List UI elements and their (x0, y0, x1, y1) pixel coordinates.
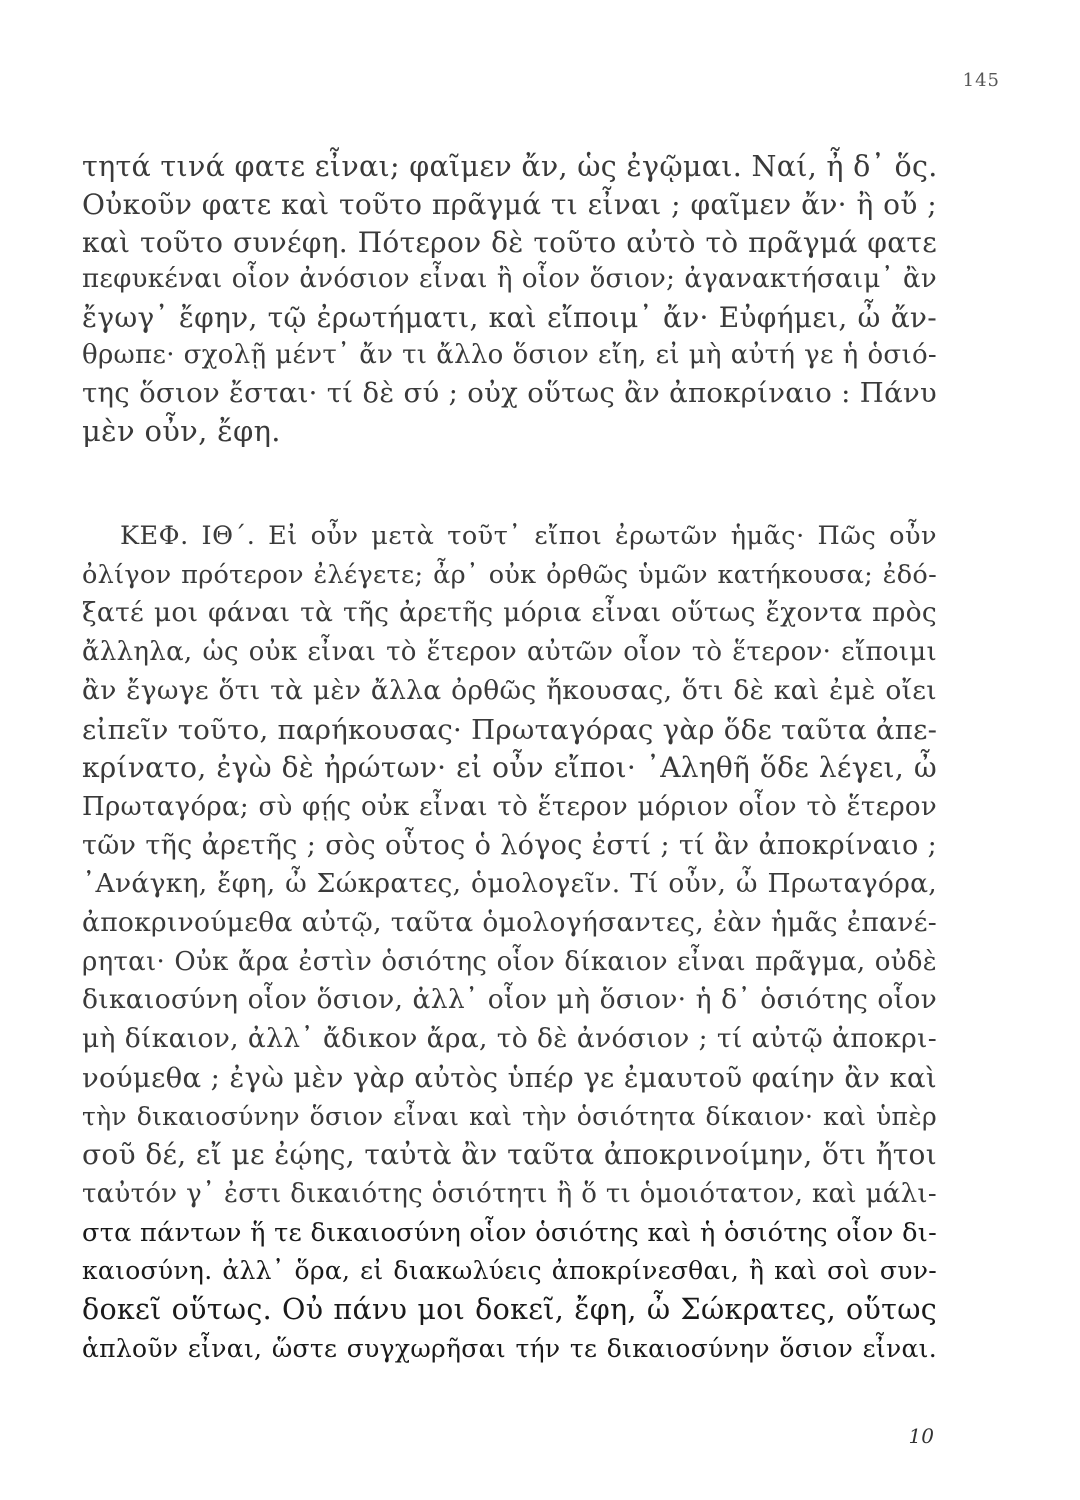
text-line: στα πάντων ἥ τε δικαιοσύνη οἷον ὁσιότης καὶ ἡ ὁσιότης οἷον δι- (82, 1217, 937, 1248)
text-line: κρίνατο, ἐγὼ δὲ ἠρώτων· εἰ οὖν εἴποι· ᾿Αληθῆ ὅδε λέγει, ὦ (82, 751, 937, 785)
text-line: ἄλληλα, ὡς οὐκ εἶναι τὸ ἕτερον αὐτῶν οἷον τὸ ἕτερον· εἴποιμι (82, 637, 937, 668)
text-line: ξατέ μοι φάναι τὰ τῆς ἀρετῆς μόρια εἶναι οὕτως ἔχοντα πρὸς (82, 597, 937, 629)
text-line: ἔγωγ᾽ ἔφην, τῷ ἐρωτήματι, καὶ εἴποιμ᾽ ἄν· Εὐφήμει, ὦ ἄν- (82, 301, 937, 335)
text-line: ᾿Ανάγκη, ἔφη, ὦ Σώκρατες, ὁμολογεῖν. Τί οὖν, ὦ Πρωταγόρα, (82, 868, 937, 900)
text-line: Οὐκοῦν φατε καὶ τοῦτο πρᾶγμά τι εἶναι ; φαῖμεν ἄν· ἢ οὔ ; (82, 187, 937, 221)
text-line: ρηται· Οὐκ ἄρα ἐστὶν ὁσιότης οἷον δίκαιον εἶναι πρᾶγμα, οὐδὲ (82, 946, 937, 977)
text-line: σοῦ δέ, εἴ με ἐῴης, ταὐτὰ ἂν ταῦτα ἀποκρινοίμην, ὅτι ἤτοι (82, 1138, 937, 1172)
text-line: καιοσύνη. ἀλλ᾽ ὅρα, εἰ διακωλύεις ἀποκρίνεσθαι, ἢ καὶ σοὶ συν- (82, 1256, 937, 1286)
paragraph-2 (82, 517, 937, 1368)
chapter-heading-line: ΚΕΦ. ΙΘ΄. Εἰ οὖν μετὰ τοῦτ᾽ εἴποι ἐρωτῶν ἡμᾶς· Πῶς οὖν (120, 521, 937, 551)
text-line: ὀλίγον πρότερον ἐλέγετε; ἆρ᾽ οὐκ ὀρθῶς ὑμῶν κατήκουσα; ἐδό- (82, 559, 937, 590)
text-line: εἰπεῖν τοῦτο, παρήκουσας· Πρωταγόρας γὰρ ὅδε ταῦτα ἀπε- (82, 713, 938, 746)
text-line: πεφυκέναι οἷον ἀνόσιον εἶναι ἢ οἷον ὅσιον; ἀγανακτήσαιμ᾽ ἂν (82, 264, 937, 295)
text-line: μὴ δίκαιον, ἀλλ᾽ ἄδικον ἄρα, τὸ δὲ ἀνόσιον ; τί αὐτῷ ἀποκρι- (82, 1023, 937, 1055)
text-line: Πρωταγόρα; σὺ φῄς οὐκ εἶναι τὸ ἕτερον μόριον οἷον τὸ ἕτερον (82, 791, 937, 822)
text-line: ἀποκρινούμεθα αὐτῷ, ταῦτα ὁμολογήσαντες, ἐὰν ἡμᾶς ἐπανέ- (82, 907, 937, 939)
paragraph-1 (82, 148, 937, 450)
text-line: θρωπε· σχολῇ μέντ᾽ ἄν τι ἄλλο ὅσιον εἴη, εἰ μὴ αὐτή γε ἡ ὁσιό- (82, 339, 937, 370)
text-line: καὶ τοῦτο συνέφη. Πότερον δὲ τοῦτο αὐτὸ τὸ πρᾶγμά φατε (82, 225, 937, 259)
text-line: τὴν δικαιοσύνην ὅσιον εἶναι καὶ τὴν ὁσιότητα δίκαιον· καὶ ὑπὲρ (82, 1101, 937, 1131)
text-line: ἁπλοῦν εἶναι, ὥστε συγχωρῆσαι τήν τε δικαιοσύνην ὅσιον εἶναι. (82, 1333, 937, 1363)
text-line: ταὐτόν γ᾽ ἐστι δικαιότης ὁσιότητι ἢ ὅ τι ὁμοιότατον, καὶ μάλι- (82, 1178, 937, 1209)
page-number: 145 (962, 70, 1000, 91)
text-line: ἂν ἔγωγε ὅτι τὰ μὲν ἄλλα ὀρθῶς ἤκουσας, ὅτι δὲ καὶ ἐμὲ οἴει (82, 674, 937, 706)
signature-mark: 10 (908, 1424, 934, 1448)
text-line: τῶν τῆς ἀρετῆς ; σὸς οὗτος ὁ λόγος ἐστί ; τί ἂν ἀποκρίναιο ; (82, 829, 937, 861)
text-line: τητά τινά φατε εἶναι; φαῖμεν ἄν, ὡς ἐγῷμαι. Ναί, ἦ δ᾽ ὅς. (82, 150, 938, 183)
text-line: της ὅσιον ἔσται· τί δὲ σύ ; οὐχ οὕτως ἂν ἀποκρίναιο : Πάνυ (82, 376, 937, 409)
text-line: δικαιοσύνη οἷον ὅσιον, ἀλλ᾽ οἷον μὴ ὅσιον· ἡ δ᾽ ὁσιότης οἷον (82, 984, 937, 1016)
text-line: νούμεθα ; ἐγὼ μὲν γὰρ αὐτὸς ὑπέρ γε ἐμαυτοῦ φαίην ἂν καὶ (82, 1061, 937, 1094)
text-line: μὲν οὖν, ἔφη. (82, 413, 281, 448)
text-line: δοκεῖ οὕτως. Οὐ πάνυ μοι δοκεῖ, ἔφη, ὦ Σώκρατες, οὕτως (82, 1293, 937, 1327)
